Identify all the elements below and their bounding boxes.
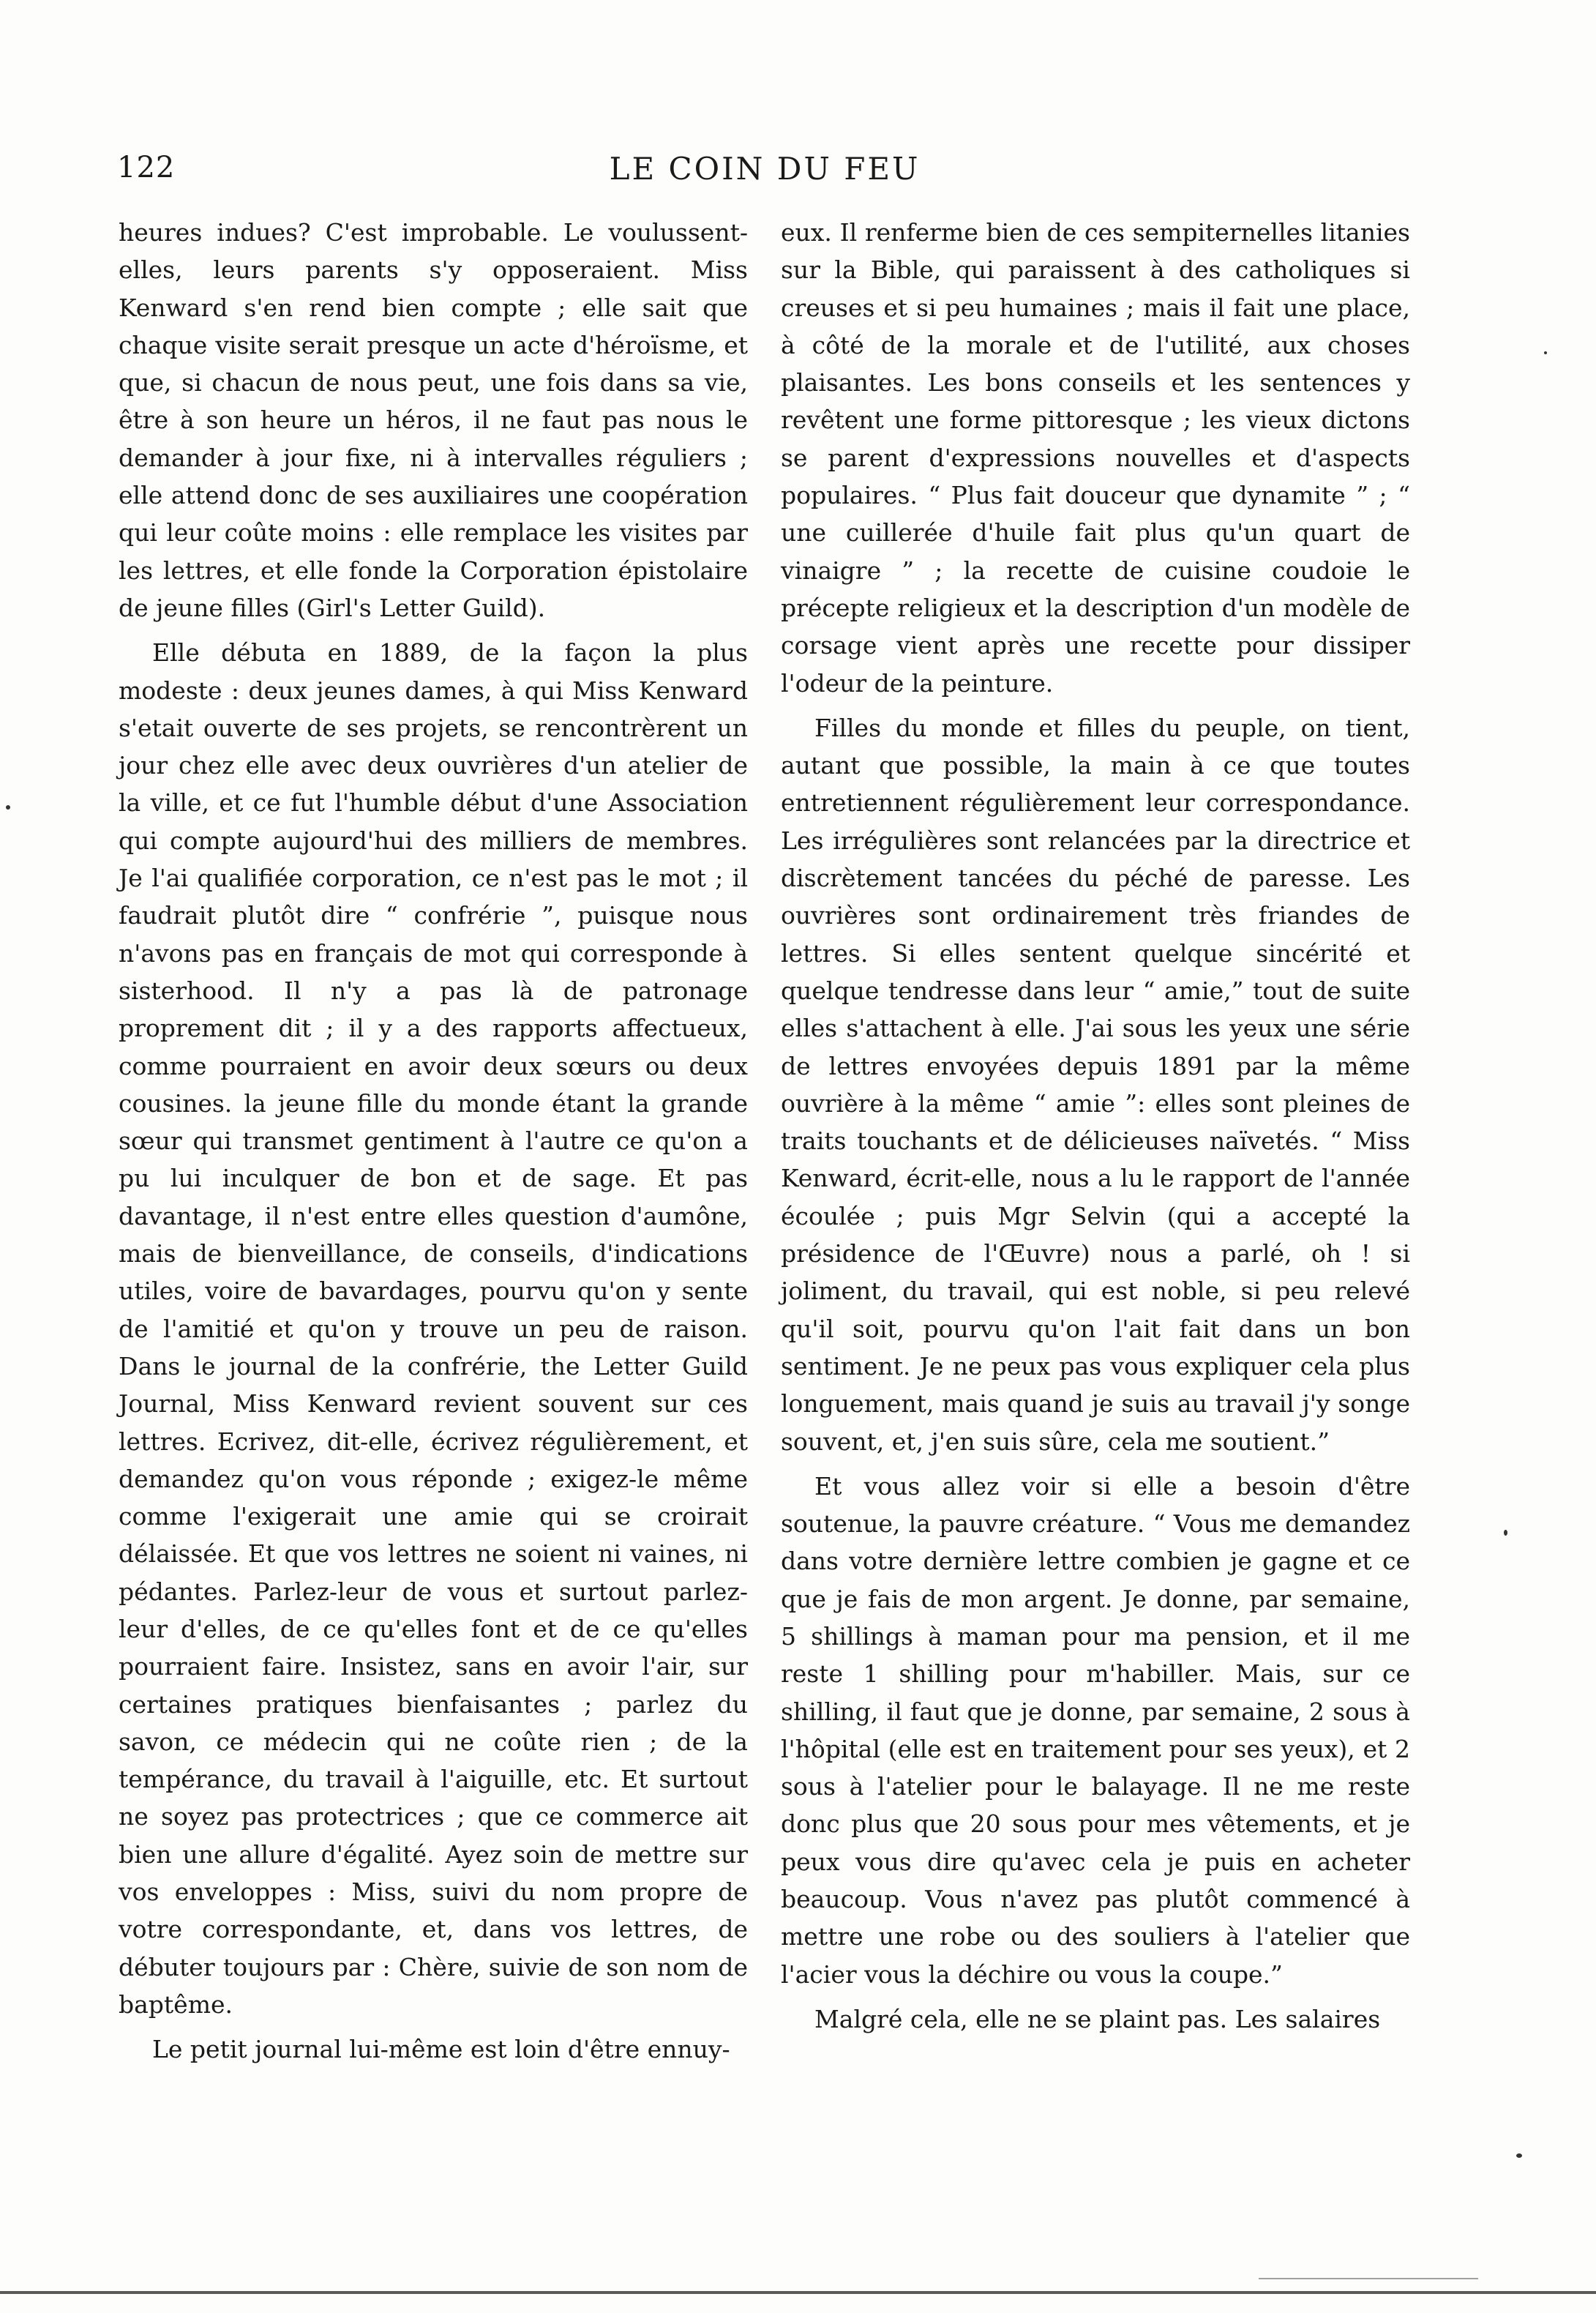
paragraph: heures indues? C'est improbable. Le voulussent-elles, leurs parents s'y opposeraient. Miss Kenward s'en rend bien compte ; elle sait que chaque visite serait presque un acte d'héroïsme, et que, si chacun de nous peut, une fois dans sa vie, être à son heure un héros, il ne faut pas nous le demander à jour fixe, ni à intervalles réguliers ; elle attend donc de ses auxiliaires une coopération qui leur coûte moins : elle remplace les visites par les lettres, et elle fonde la Corporation épistolaire de jeune filles (Girl's Letter Guild). <box>119 218 748 622</box>
page-header <box>117 151 1412 195</box>
paragraph: Malgré cela, elle ne se plaint pas. Les salaires <box>814 2004 1381 2033</box>
bottom-edge-mark <box>1259 2278 1478 2279</box>
paragraph: eux. Il renferme bien de ces sempiternelles litanies sur la Bible, qui paraissent à des catholiques si creuses et si peu humaines ; mais il fait une place, à côté de la morale et de l'utilité, aux choses plaisantes. Les bons conseils et les sentences y revêtent une forme pittoresque ; les vieux dictons se parent d'expressions nouvelles et d'aspects populaires. “ Plus fait douceur que dynamite ” ; “ une cuillerée d'huile fait plus qu'un quart de vinaigre ” ; la recette de cuisine coudoie le précepte religieux et la description d'un modèle de corsage vient après une recette pour dissiper l'odeur de la peinture. <box>781 218 1410 698</box>
bottom-edge-rule <box>0 2291 1596 2294</box>
paragraph: Le petit journal lui-même est loin d'être ennuy- <box>152 2035 730 2064</box>
paragraph: Et vous allez voir si elle a besoin d'être soutenue, la pauvre créature. “ Vous me demandez dans votre dernière lettre combien je gagne et ce que je fais de mon argent. Je donne, par semaine, 5 shillings à maman pour ma pension, et il me reste 1 shilling pour m'habiller. Mais, sur ce shilling, il faut que je donne, par semaine, 2 sous à l'hôpital (elle est en traitement pour ses yeux), et 2 sous à l'atelier pour le balayage. Il ne me reste donc plus que 20 sous pour mes vêtements, et je peux vous dire qu'avec cela je puis en acheter beaucoup. Vous n'avez pas plutôt commencé à mettre une robe ou des souliers à l'atelier que l'acier vous la déchire ou vous la coupe.” <box>781 1471 1410 1989</box>
print-speck <box>1516 2153 1522 2158</box>
paragraph: Filles du monde et filles du peuple, on tient, autant que possible, la main à ce que toutes entretiennent régulièrement leur correspondance. Les irrégulières sont relancées par la directrice et discrètement tancées du péché de paresse. Les ouvrières sont ordinairement très friandes de lettres. Si elles sentent quelque sincérité et quelque tendresse dans leur “ amie,” tout de suite elles s'attachent à elle. J'ai sous les yeux une série de lettres envoyées depuis 1891 par la même ouvrière à la même “ amie ”: elles sont pleines de traits touchants et de délicieuses naïvetés. “ Miss Kenward, écrit-elle, nous a lu le rapport de l'année écoulée ; puis Mgr Selvin (qui a accepté la présidence de l'Œuvre) nous a parlé, oh ! si joliment, du travail, qui est noble, si peu relevé qu'il soit, pourvu qu'on l'ait fait dans un bon sentiment. Je ne peux pas vous expliquer cela plus longuement, mais quand je suis au travail j'y songe souvent, et, j'en suis sûre, cela me soutient.” <box>781 713 1410 1456</box>
print-speck <box>6 805 10 810</box>
print-speck <box>1504 1530 1507 1536</box>
page-number: 122 <box>117 151 176 184</box>
print-speck <box>1544 351 1547 354</box>
running-head: LE COIN DU FEU <box>609 151 921 187</box>
right-column <box>781 214 1410 2038</box>
paragraph: Elle débuta en 1889, de la façon la plus modeste : deux jeunes dames, à qui Miss Kenward s'etait ouverte de ses projets, se rencontrèrent un jour chez elle avec deux ouvrières d'un atelier de la ville, et ce fut l'humble début d'une Association qui compte aujourd'hui des milliers de membres. Je l'ai qualifiée corporation, ce n'est pas le mot ; il faudrait plutôt dire “ confrérie ”, puisque nous n'avons pas en français de mot qui corresponde à sisterhood. Il n'y a pas là de patronage proprement dit ; il y a des rapports affectueux, comme pourraient en avoir deux sœurs ou deux cousines. la jeune fille du monde étant la grande sœur qui transmet gentiment à l'autre ce qu'on a pu lui inculquer de bon et de sage. Et pas davantage, il n'est entre elles question d'aumône, mais de bienveillance, de conseils, d'indications utiles, voire de bavardages, pourvu qu'on y sente de l'amitié et qu'on y trouve un peu de raison. Dans le journal de la confrérie, the Letter Guild Journal, Miss Kenward revient souvent sur ces lettres. Ecrivez, dit-elle, écrivez régulièrement, et demandez qu'on vous réponde ; exigez-le même comme l'exigerait une amie qui se croirait délaissée. Et que vos lettres ne soient ni vaines, ni pédantes. Parlez-leur de vous et surtout parlez-leur d'elles, de ce qu'elles font et de ce qu'elles pourraient faire. Insistez, sans en avoir l'air, sur certaines pratiques bienfaisantes ; parlez du savon, ce médecin qui ne coûte rien ; de la tempérance, du travail à l'aiguille, etc. Et surtout ne soyez pas protectrices ; que ce commerce ait bien une allure d'égalité. Ayez soin de mettre sur vos enveloppes : Miss, suivi du nom propre de votre correspondante, et, dans vos lettres, de débuter toujours par : Chère, suivie de son nom de baptême. <box>119 638 748 2019</box>
left-column <box>119 214 748 2069</box>
